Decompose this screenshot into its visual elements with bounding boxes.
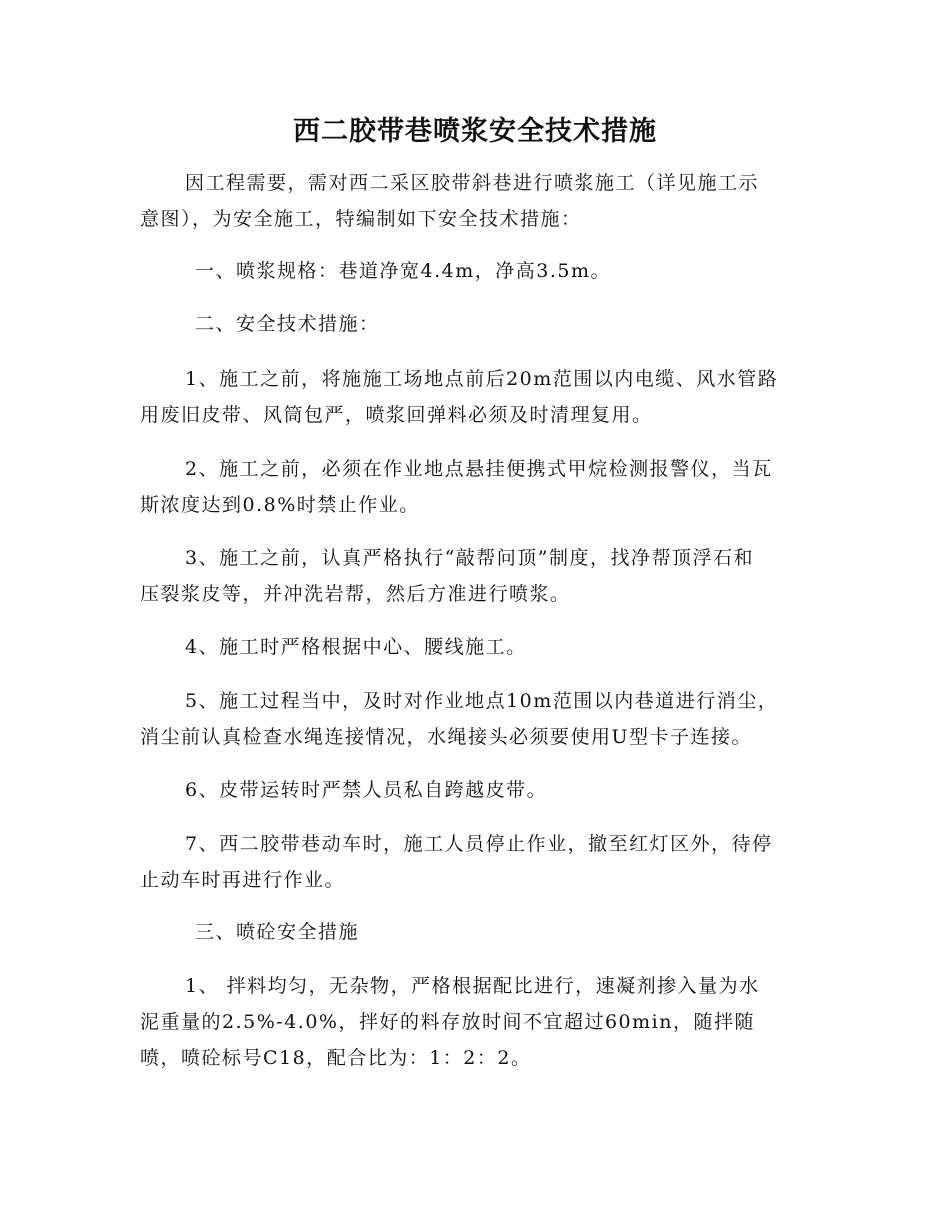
list-item bbox=[140, 826, 810, 898]
text-line: 三、喷砼安全措施 bbox=[195, 921, 360, 943]
text-line: 4、施工时严格根据中心、腰线施工。 bbox=[185, 636, 527, 658]
text-line: 二、安全技术措施： bbox=[195, 313, 380, 335]
list-item bbox=[140, 772, 810, 808]
section-heading bbox=[140, 253, 810, 289]
list-item bbox=[140, 361, 810, 433]
section-heading bbox=[140, 914, 810, 950]
list-item bbox=[140, 683, 810, 755]
intro-paragraph bbox=[140, 165, 810, 237]
document-title: 西二胶带巷喷浆安全技术措施 bbox=[293, 116, 657, 147]
text-line: 因工程需要，需对西二采区胶带斜巷进行喷浆施工（详见施工示 bbox=[185, 172, 760, 194]
text-line: 泥重量的2.5%-4.0%，拌好的料存放时间不宜超过60min，随拌随 bbox=[140, 1011, 755, 1033]
text-line: 2、施工之前，必须在作业地点悬挂便携式甲烷检测报警仪，当瓦 bbox=[185, 458, 773, 480]
list-item bbox=[140, 968, 810, 1076]
list-item bbox=[140, 540, 810, 612]
text-line: 7、西二胶带巷动车时，施工人员停止作业，撤至红灯区外，待停 bbox=[185, 833, 773, 855]
section-heading bbox=[140, 306, 810, 342]
text-line: 1、 拌料均匀，无杂物，严格根据配比进行，速凝剂掺入量为水 bbox=[185, 975, 760, 997]
text-line: 3、施工之前，认真严格执行“敲帮问顶”制度，找净帮顶浮石和 bbox=[185, 547, 755, 569]
text-line: 消尘前认真检查水绳连接情况，水绳接头必须要使用U型卡子连接。 bbox=[140, 726, 753, 748]
text-line: 5、施工过程当中，及时对作业地点10m范围以内巷道进行消尘， bbox=[185, 690, 779, 712]
text-line: 止动车时再进行作业。 bbox=[140, 869, 346, 891]
text-line: 用废旧皮带、风筒包严，喷浆回弹料必须及时清理复用。 bbox=[140, 404, 653, 426]
text-line: 6、皮带运转时严禁人员私自跨越皮带。 bbox=[185, 779, 548, 801]
text-line: 喷，喷砼标号C18，配合比为：1：2：2。 bbox=[140, 1047, 532, 1069]
list-item bbox=[140, 451, 810, 523]
text-line: 1、施工之前，将施施工场地点前后20m范围以内电缆、风水管路 bbox=[185, 368, 779, 390]
text-line: 斯浓度达到0.8%时禁止作业。 bbox=[140, 494, 420, 516]
text-line: 压裂浆皮等，并冲洗岩帮，然后方准进行喷浆。 bbox=[140, 583, 571, 605]
text-line: 一、喷浆规格：巷道净宽4.4m，净高3.5m。 bbox=[195, 260, 611, 282]
text-line: 意图），为安全施工，特编制如下安全技术措施： bbox=[140, 208, 582, 230]
list-item bbox=[140, 629, 810, 665]
